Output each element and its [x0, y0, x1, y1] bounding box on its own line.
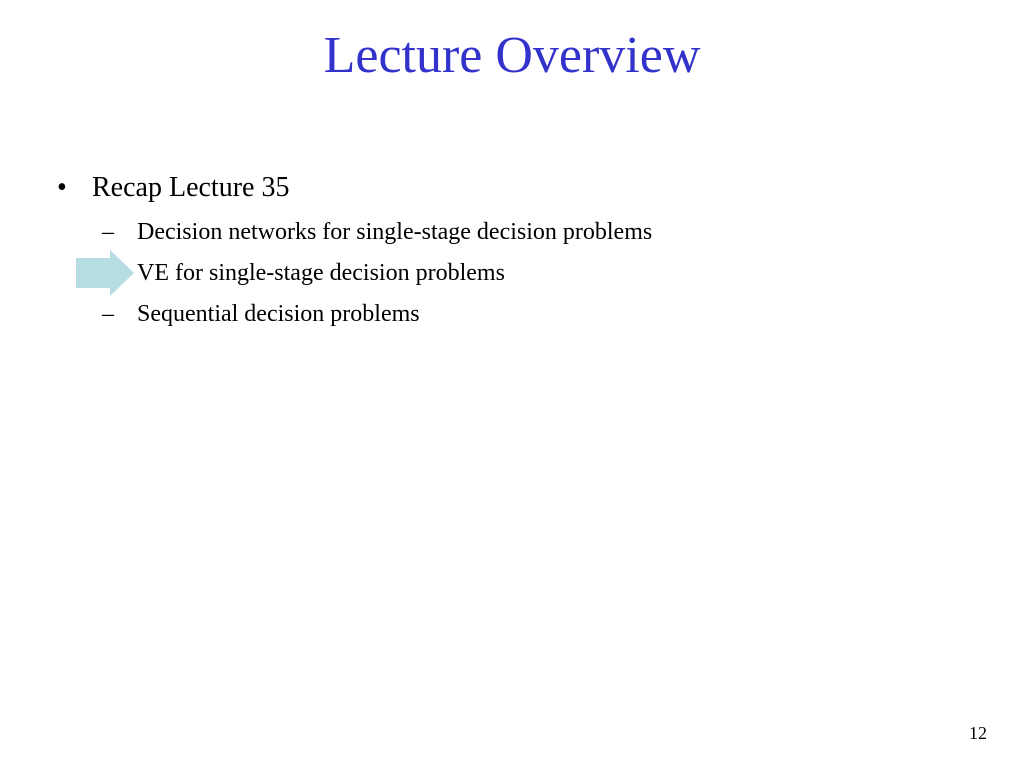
- sub-bullet-text: VE for single-stage decision problems: [137, 260, 505, 286]
- sub-bullet-text: Sequential decision problems: [137, 301, 420, 327]
- bullet-marker: •: [57, 172, 67, 203]
- sub-bullet-item: [102, 216, 652, 248]
- page-number: 12: [969, 723, 987, 743]
- sub-bullet-text: Decision networks for single-stage decision problems: [137, 219, 653, 245]
- bullet-item: [57, 168, 289, 208]
- arrow-shape: [76, 250, 134, 296]
- slide-title: Lecture Overview: [323, 27, 701, 84]
- sub-bullet-item: [102, 298, 420, 330]
- sub-bullet-item: [102, 257, 505, 289]
- right-arrow-icon: [76, 250, 134, 296]
- sub-bullet-marker: –: [102, 301, 114, 327]
- bullet-text: Recap Lecture 35: [92, 172, 290, 203]
- sub-bullet-marker: –: [102, 219, 114, 245]
